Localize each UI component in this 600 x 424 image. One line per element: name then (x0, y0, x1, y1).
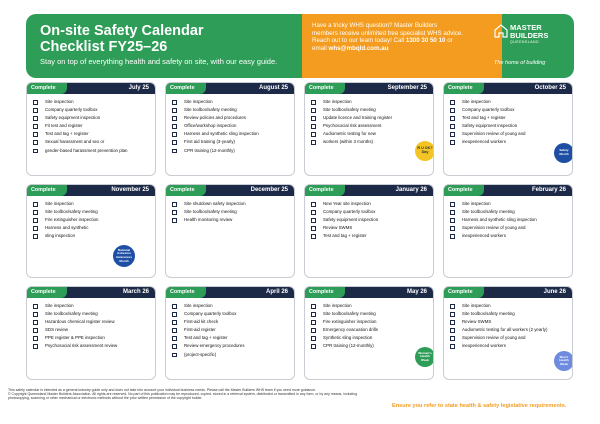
month-label: October 25 (534, 85, 566, 91)
checklist-item-label: SDS review (45, 327, 68, 333)
checklist (311, 200, 431, 240)
checklist-item-label: CPR training (12-monthly) (323, 343, 374, 349)
checkbox[interactable] (172, 149, 177, 154)
checkbox[interactable] (33, 132, 38, 137)
checklist-item[interactable] (311, 334, 431, 342)
checklist-item-label: Company quarterly toolbox (462, 107, 515, 113)
checklist-item[interactable] (311, 302, 431, 310)
checklist-item[interactable] (311, 342, 431, 350)
checklist-item[interactable] (33, 200, 153, 208)
promo-email-link[interactable]: whs@mbqld.com.au (328, 44, 389, 52)
checklist-item[interactable] (311, 106, 431, 114)
checklist-item-label: Site toolbox/safety meeting (323, 311, 376, 317)
month-label: March 26 (122, 289, 149, 295)
checkbox[interactable] (311, 100, 316, 105)
checklist-item-label: Site inspection (462, 201, 491, 206)
checklist (450, 200, 570, 240)
checklist-item-label: Company quarterly toolbox (184, 311, 237, 317)
house-logo-icon (494, 24, 508, 38)
checklist-item[interactable] (33, 232, 153, 240)
checkbox[interactable] (33, 108, 38, 113)
checklist-item-label: Site inspection (184, 99, 213, 104)
checklist-item-label: Site toolbox/safety meeting (45, 209, 98, 215)
checklist-item-label: Safety equipment inspection (45, 115, 101, 121)
checklist-item[interactable] (311, 122, 431, 130)
month-card (443, 286, 573, 380)
promo-call-text: Reach out to our team today! Call (312, 37, 406, 45)
month-card (304, 184, 434, 278)
legislation-reminder: Ensure you refer to state health & safety legislative requirements. (392, 403, 567, 409)
checkbox[interactable] (172, 320, 177, 325)
checklist-item[interactable] (450, 342, 570, 350)
checklist-item-label: Site toolbox/safety meeting (184, 107, 237, 113)
checkbox[interactable] (172, 132, 177, 137)
promo-line-2: members receive unlimited free specialist WHS advice. (312, 29, 463, 37)
checkbox[interactable] (172, 344, 177, 349)
month-label: January 26 (395, 187, 427, 193)
checklist-item-label: Site inspection (45, 99, 74, 104)
checklist (33, 200, 153, 240)
checklist-item-label: New Year site inspection (323, 201, 371, 206)
checkbox[interactable] (450, 328, 455, 333)
logo-tagline: The home of building (494, 60, 546, 66)
promo-line-4 (312, 45, 492, 53)
complete-tab[interactable]: Complete (27, 83, 67, 94)
checklist-item-label: Company quarterly toolbox (45, 107, 98, 113)
checkbox[interactable] (450, 336, 455, 341)
checklist-item[interactable] (33, 334, 153, 342)
checklist-item[interactable] (172, 200, 292, 208)
checkbox[interactable] (172, 140, 177, 145)
checklist-item[interactable] (33, 216, 153, 224)
checklist-item-label: Company quarterly toolbox (323, 209, 376, 215)
checklist-item-label: Review policies and procedures (184, 115, 246, 121)
checklist-item-label: Supervision review of young and (462, 131, 526, 137)
checklist-item[interactable] (450, 122, 570, 130)
checklist-item-label: Site toolbox/safety meeting (462, 311, 515, 317)
checklist-item[interactable] (172, 326, 292, 334)
month-card (26, 82, 156, 176)
checkbox[interactable] (33, 328, 38, 333)
checkbox[interactable] (172, 312, 177, 317)
checklist-item[interactable] (450, 216, 570, 224)
month-label: May 26 (406, 289, 427, 295)
complete-tab[interactable]: Complete (27, 185, 67, 196)
checkbox[interactable] (172, 124, 177, 129)
checkbox[interactable] (33, 312, 38, 317)
month-card (165, 286, 295, 380)
checklist (450, 98, 570, 147)
checklist-item[interactable] (172, 138, 292, 146)
checkbox[interactable] (450, 108, 455, 113)
copyright-text: © Copyright Queensland Master Builders Association. All rights are reserved. No part of this publication may be reproduced, copied, stored in a retrieval system, distributed or transmitted in any form, or by any means, including photocopying, scanning or other mechanical or electronic methods without the prior written permission of the copyright holder. (8, 392, 358, 401)
checklist-item-label: Site inspection (323, 99, 352, 104)
checklist-item[interactable] (311, 138, 431, 146)
month-card (165, 82, 295, 176)
checklist (172, 302, 292, 359)
checkbox[interactable] (311, 140, 316, 145)
complete-tab[interactable]: Complete (444, 287, 484, 298)
checkbox[interactable] (33, 210, 38, 215)
awareness-badge: R U OK? Day (415, 141, 434, 161)
checklist-item[interactable] (450, 326, 570, 334)
checklist-item[interactable] (311, 224, 431, 232)
checklist-item[interactable] (311, 208, 431, 216)
logo-region: QUEENSLAND (510, 40, 540, 44)
checkbox[interactable] (33, 100, 38, 105)
month-card (26, 184, 156, 278)
checklist (311, 302, 431, 351)
checklist-item[interactable] (450, 232, 570, 240)
checklist-item[interactable] (172, 318, 292, 326)
checklist-item[interactable] (33, 326, 153, 334)
checkbox[interactable] (450, 312, 455, 317)
checkbox[interactable] (172, 116, 177, 121)
checklist (172, 200, 292, 224)
checklist-item-label: Emergency evacuation drills (323, 327, 378, 333)
checklist-item-label: Office/workshop inspection (184, 123, 237, 129)
checklist-item-label: Site inspection (462, 303, 491, 308)
checkbox[interactable] (172, 353, 177, 358)
checklist-item[interactable] (33, 302, 153, 310)
checklist-item-label: First-aid register (184, 327, 216, 333)
promo-or-text: or (445, 37, 453, 45)
complete-tab[interactable]: Complete (444, 185, 484, 196)
checklist-item[interactable] (33, 310, 153, 318)
checklist-item-label: CPR training (12-monthly) (184, 147, 235, 153)
month-label: February 26 (531, 187, 566, 193)
checkbox[interactable] (450, 226, 455, 231)
checkbox[interactable] (33, 124, 38, 129)
checklist-item[interactable] (33, 138, 153, 146)
checkbox[interactable] (172, 304, 177, 309)
checklist-item[interactable] (311, 310, 431, 318)
checkbox[interactable] (33, 234, 38, 239)
checklist-item[interactable] (33, 114, 153, 122)
checklist-item-label: First aid training (3-yearly) (184, 139, 235, 145)
checkbox[interactable] (311, 210, 316, 215)
checklist-item-label: Safety equipment inspection (462, 123, 518, 129)
checkbox[interactable] (311, 344, 316, 349)
checkbox[interactable] (311, 108, 316, 113)
checklist-item-label: Psychosocial risk assessment review (45, 343, 118, 349)
checklist-item-label: inexperienced workers (462, 233, 506, 239)
checklist-item-label: Fire extinguisher inspection (323, 319, 377, 325)
checklist-item-label: Review SWMS (462, 319, 492, 325)
month-card (26, 286, 156, 380)
checklist-item-label: Site inspection (323, 303, 352, 308)
checklist-item[interactable] (172, 106, 292, 114)
checkbox[interactable] (311, 226, 316, 231)
complete-tab[interactable]: Complete (166, 83, 206, 94)
checkbox[interactable] (311, 132, 316, 137)
checklist (172, 98, 292, 155)
checklist-item-label: Synthetic sling inspection (323, 335, 373, 341)
checklist-item-label: Health monitoring review (184, 217, 233, 223)
checklist-item-label: Test and tag + register (184, 335, 228, 341)
checklist-item[interactable] (172, 351, 292, 359)
complete-tab[interactable]: Complete (27, 287, 67, 298)
checklist-item[interactable] (450, 138, 570, 146)
checklist-item-label: Test and tag + register (462, 115, 506, 121)
checkbox[interactable] (450, 210, 455, 215)
checklist-item[interactable] (311, 130, 431, 138)
checklist-item-label: Audiometric testing for new (323, 131, 376, 137)
checklist-item[interactable] (172, 342, 292, 350)
logo-name (510, 24, 548, 39)
promo-line-1: Have a tricky WHS question? Master Builders (312, 22, 438, 29)
checklist (33, 98, 153, 155)
checklist-item[interactable] (311, 98, 431, 106)
checkbox[interactable] (311, 328, 316, 333)
complete-tab[interactable]: Complete (444, 83, 484, 94)
checklist-item[interactable] (450, 224, 570, 232)
month-label: July 25 (128, 85, 149, 91)
checklist-item[interactable] (172, 216, 292, 224)
checkbox[interactable] (450, 140, 455, 145)
checklist-item-label: Supervision review of young and (462, 335, 526, 341)
month-label: June 26 (543, 289, 566, 295)
checkbox[interactable] (172, 108, 177, 113)
checkbox[interactable] (450, 320, 455, 325)
month-label: September 25 (387, 85, 427, 91)
checklist-item[interactable] (311, 114, 431, 122)
checkbox[interactable] (33, 149, 38, 154)
checklist-item-label: Site toolbox/safety meeting (462, 209, 515, 215)
checklist-item[interactable] (33, 224, 153, 232)
checkbox[interactable] (450, 202, 455, 207)
checklist-item[interactable] (450, 200, 570, 208)
month-label: April 26 (265, 289, 288, 295)
checklist-item[interactable] (33, 98, 153, 106)
checklist (33, 302, 153, 351)
checklist-item-label: gender-based harassment prevention plan (45, 147, 128, 153)
checklist-item[interactable] (172, 310, 292, 318)
checklist-item[interactable] (450, 302, 570, 310)
checkbox[interactable] (172, 218, 177, 223)
checkbox[interactable] (172, 336, 177, 341)
checkbox[interactable] (311, 336, 316, 341)
footnote (8, 388, 363, 401)
checkbox[interactable] (33, 226, 38, 231)
checkbox[interactable] (33, 320, 38, 325)
checklist-item-label: Audiometric testing for all workers (2 yearly) (462, 327, 548, 333)
checkbox[interactable] (450, 344, 455, 349)
checklist-item-label: Site inspection (184, 303, 213, 308)
checkbox[interactable] (172, 328, 177, 333)
checklist-item-label: Review SWMS (323, 225, 353, 231)
checkbox[interactable] (450, 132, 455, 137)
complete-tab[interactable]: Complete (305, 287, 345, 298)
checkbox[interactable] (311, 124, 316, 129)
checklist-item-label: Update licence and training register (323, 115, 393, 121)
checklist-item[interactable] (172, 147, 292, 155)
complete-tab[interactable]: Complete (166, 287, 206, 298)
checklist-item-label: Sexual harassment and sex or (45, 139, 105, 145)
checkbox[interactable] (33, 140, 38, 145)
checklist-item[interactable] (311, 232, 431, 240)
checkbox[interactable] (311, 218, 316, 223)
checkbox[interactable] (33, 304, 38, 309)
checklist-item[interactable] (450, 208, 570, 216)
checkbox[interactable] (450, 234, 455, 239)
page-title (40, 23, 204, 55)
checklist-item-label: inexperienced workers (462, 343, 506, 349)
complete-tab[interactable]: Complete (305, 185, 345, 196)
checklist-item-label: Supervision review of young and (462, 225, 526, 231)
checkbox[interactable] (450, 116, 455, 121)
checkbox[interactable] (33, 116, 38, 121)
checklist-item[interactable] (33, 342, 153, 350)
month-label: August 25 (258, 85, 288, 91)
logo-name-line-1: MASTER (510, 23, 542, 32)
checklist-item-label: Site toolbox/safety meeting (45, 311, 98, 317)
checklist-item[interactable] (450, 334, 570, 342)
checklist-item-label: Review emergency procedures (184, 343, 245, 349)
checkbox[interactable] (311, 320, 316, 325)
awareness-badge: National Asbestos Awareness Month (113, 245, 135, 267)
checklist-item-label: Harness and synthetic sling inspection (184, 131, 259, 137)
whs-advice-promo (302, 14, 502, 78)
checklist-item-label: sling inspection (45, 233, 76, 239)
complete-tab[interactable]: Complete (305, 83, 345, 94)
checkbox[interactable] (172, 210, 177, 215)
checklist-item[interactable] (172, 208, 292, 216)
checklist-item-label: Fit test and register (45, 123, 83, 129)
checklist-item[interactable] (172, 114, 292, 122)
checkbox[interactable] (311, 304, 316, 309)
checklist-item-label: Harness and synthetic (45, 225, 89, 231)
checklist-item[interactable] (33, 208, 153, 216)
checklist-item[interactable] (33, 106, 153, 114)
checkbox[interactable] (33, 202, 38, 207)
complete-tab[interactable]: Complete (166, 185, 206, 196)
month-card (165, 184, 295, 278)
checklist-item[interactable] (33, 122, 153, 130)
checklist (450, 302, 570, 351)
awareness-badge: Women's Health Week (415, 347, 434, 367)
checklist-item-label: Site inspection (462, 99, 491, 104)
checkbox[interactable] (311, 234, 316, 239)
checklist-item[interactable] (450, 106, 570, 114)
checklist-item-label: Site shutdown safety inspection (184, 201, 246, 206)
checkbox[interactable] (450, 304, 455, 309)
title-line-1: On-site Safety Calendar (40, 23, 204, 39)
checklist-item-label: workers (within 3 months) (323, 139, 374, 145)
month-card (443, 184, 573, 278)
checklist-item[interactable] (172, 98, 292, 106)
checklist-item[interactable] (172, 334, 292, 342)
checkbox[interactable] (450, 124, 455, 129)
checklist-item-label: Test and tag + register (45, 131, 89, 137)
month-card (304, 82, 434, 176)
checklist-item-label: Fire extinguisher inspection (45, 217, 99, 223)
checklist-item-label: Test and tag + register (323, 233, 367, 239)
checklist-item[interactable] (311, 200, 431, 208)
month-label: November 25 (111, 187, 149, 193)
month-label: December 25 (250, 187, 288, 193)
checklist-item-label: Psychosocial risk assessment (323, 123, 382, 129)
checklist-item[interactable] (450, 98, 570, 106)
checklist-item-label: Hazardous chemical register review (45, 319, 115, 325)
checklist-item[interactable] (450, 114, 570, 122)
awareness-badge: Safety Month (554, 143, 573, 163)
checklist-item-label: Site toolbox/safety meeting (323, 107, 376, 113)
checklist-item[interactable] (33, 130, 153, 138)
awareness-badge: Men's Health Week (554, 351, 573, 371)
checklist-item[interactable] (450, 310, 570, 318)
checkbox[interactable] (311, 116, 316, 121)
checklist (311, 98, 431, 147)
checklist-item[interactable] (172, 302, 292, 310)
header-banner (26, 14, 574, 78)
checkbox[interactable] (33, 344, 38, 349)
checklist-item[interactable] (450, 130, 570, 138)
checklist-item-label: (project-specific) (184, 351, 217, 357)
checkbox[interactable] (172, 100, 177, 105)
promo-email-text: email (312, 44, 329, 52)
checklist-item[interactable] (172, 122, 292, 130)
logo-name-line-2: BUILDERS (510, 30, 549, 40)
checkbox[interactable] (33, 336, 38, 341)
checklist-item-label: Site inspection (45, 303, 74, 308)
checklist-item[interactable] (311, 318, 431, 326)
page-subtitle: Stay on top of everything health and safety on site, with our easy guide. (40, 57, 278, 66)
promo-phone-link[interactable]: 1300 30 50 10 (405, 37, 446, 45)
checklist-item-label: First-aid kit check (184, 319, 219, 325)
checkbox[interactable] (172, 202, 177, 207)
checklist-item-label: PPE register & PPE inspection (45, 335, 105, 341)
promo-line-3 (312, 37, 492, 45)
title-line-2: Checklist FY25–26 (40, 39, 168, 55)
checkbox[interactable] (311, 312, 316, 317)
checklist-item[interactable] (311, 326, 431, 334)
checklist-item[interactable] (33, 147, 153, 155)
checklist-item-label: Harness and synthetic sling inspection (462, 217, 537, 223)
checkbox[interactable] (450, 218, 455, 223)
month-card (443, 82, 573, 176)
checklist-item-label: Safety equipment inspection (323, 217, 379, 223)
checklist-item[interactable] (33, 318, 153, 326)
checkbox[interactable] (33, 218, 38, 223)
checklist-item[interactable] (311, 216, 431, 224)
checklist-item-label: Site toolbox/safety meeting (184, 209, 237, 215)
disclaimer-text: This safety calendar is intended as a general industry guide only and does not take into account your individual business needs. Please call the Master Builders WHS team if you need more guidance. (8, 388, 316, 392)
month-card (304, 286, 434, 380)
checklist-item-label: inexperienced workers (462, 139, 506, 145)
checklist-item[interactable] (172, 130, 292, 138)
checkbox[interactable] (311, 202, 316, 207)
checklist-item-label: Site inspection (45, 201, 74, 206)
checkbox[interactable] (450, 100, 455, 105)
checklist-item[interactable] (450, 318, 570, 326)
